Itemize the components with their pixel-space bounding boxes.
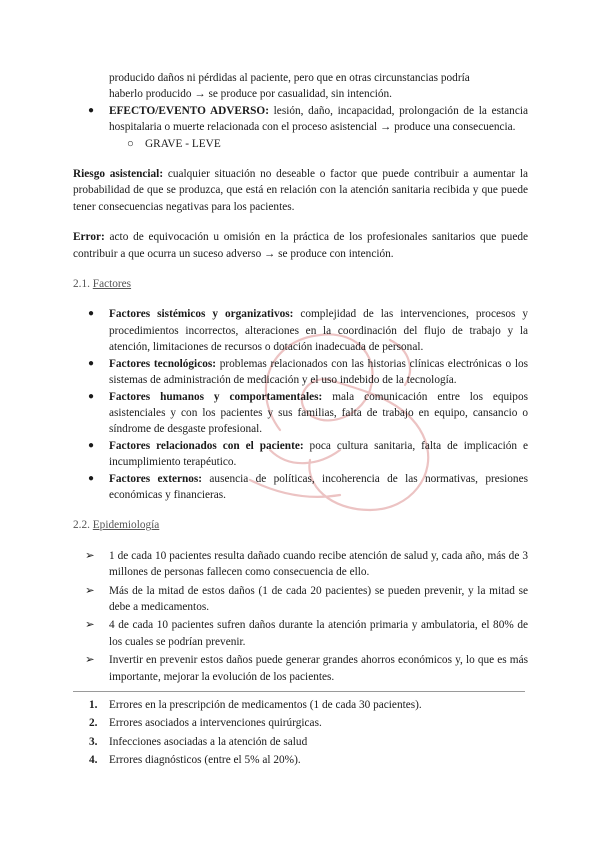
- factor-text: ausencia de políticas, incoherencia de las normativas, presiones económicas y financieras.: [109, 472, 528, 501]
- error-text: acto de equivocación u omisión en la práctica de los profesionales sanitarios que puede contribuir a que ocurra un suceso adverso → se produce con intención.: [73, 231, 528, 260]
- circle-bullet-icon: ○: [127, 137, 134, 150]
- list-item: [73, 652, 528, 685]
- section-title: Epidemiología: [92, 519, 160, 532]
- list-item: [73, 438, 528, 471]
- list-number: 3.: [89, 735, 98, 748]
- bullet-icon: ●: [88, 104, 95, 116]
- bullet-icon: ●: [88, 357, 95, 369]
- factores-list: [73, 306, 528, 503]
- efecto-term: EFECTO/EVENTO ADVERSO:: [109, 104, 269, 117]
- factor-term: Factores externos:: [109, 472, 203, 485]
- list-item: [73, 583, 528, 616]
- factor-text: poca cultura sanitaria, falta de implicación e incumplimiento terapéutico.: [109, 439, 529, 469]
- list-item: [73, 715, 528, 731]
- list-item: [73, 734, 528, 750]
- error-term: Error:: [73, 231, 105, 244]
- errores-list: [73, 697, 528, 769]
- list-item: [73, 471, 528, 504]
- list-number: 2.: [89, 717, 98, 730]
- list-item: [73, 389, 528, 438]
- riesgo-text: cualquier situación no deseable o factor que puede contribuir a aumentar la probabilidad de que se produzca, que está en relación con la atención sanitaria recibida y que puede tener consecuencias negativas para los pacientes.: [73, 168, 529, 213]
- epidemiologia-text: Invertir en prevenir estos daños puede generar grandes ahorros económicos y, lo que es más importante, mejorar la evolución de los pacientes.: [109, 654, 528, 683]
- section-heading-factores: [73, 276, 528, 292]
- arrow-bullet-icon: ➢: [85, 584, 95, 597]
- factor-text: mala comunicación entre los equipos asistenciales y con los pacientes y sus familias, falta de trabajo en equipo, cansancio o síndrome de desgaste profesional.: [109, 390, 529, 436]
- list-item: [73, 697, 528, 713]
- epidemiologia-text: 4 de cada 10 pacientes sufren daños durante la atención primaria y ambulatoria, el 80% de los cuales se podrían prevenir.: [109, 619, 528, 648]
- bullet-icon: ●: [88, 390, 95, 402]
- list-item: [73, 617, 528, 650]
- error-item-text: Errores diagnósticos (entre el 5% al 20%).: [109, 754, 301, 767]
- bullet-icon: ●: [88, 308, 95, 320]
- epidemiologia-text: Más de la mitad de estos daños (1 de cada 20 pacientes) se pueden prevenir, y la mitad se debe a medicamentos.: [109, 584, 528, 613]
- factor-term: Factores tecnológicos:: [109, 357, 217, 370]
- epidemiologia-text: 1 de cada 10 pacientes resulta dañado cuando recibe atención de salud y, cada año, más de 3 millones de personas fallecen como consecuencia de ello.: [109, 549, 528, 579]
- riesgo-term: Riesgo asistencial:: [73, 168, 164, 181]
- error-paragraph: [73, 229, 528, 262]
- error-item-text: Errores asociados a intervenciones quirúrgicas.: [109, 717, 322, 730]
- section-number: 2.2.: [73, 519, 90, 532]
- section-heading-epidemiologia: [73, 517, 528, 533]
- list-item: [73, 548, 528, 581]
- error-item-text: Errores en la prescripción de medicamentos (1 de cada 30 pacientes).: [109, 699, 422, 711]
- document-body: [73, 70, 528, 771]
- arrow-bullet-icon: ➢: [85, 654, 95, 667]
- factor-text: complejidad de las intervenciones, procesos y procedimientos incorrectos, alteraciones en la coordinación del flujo de trabajo y la atención, limitaciones de recursos o dotación inadecuada de personal.: [109, 308, 529, 354]
- continuation-line-2: haberlo producido → se produce por casualidad, sin intención.: [109, 88, 392, 101]
- list-number: 1.: [89, 699, 98, 711]
- factor-term: Factores sistémicos y organizativos:: [109, 308, 294, 321]
- epidemiologia-list: [73, 548, 528, 685]
- arrow-bullet-icon: ➢: [85, 549, 95, 562]
- bullet-icon: ●: [88, 439, 95, 451]
- error-item-text: Infecciones asociadas a la atención de salud: [109, 735, 308, 748]
- horizontal-divider: [73, 691, 525, 692]
- factor-term: Factores relacionados con el paciente:: [109, 439, 304, 452]
- bullet-icon: ●: [88, 472, 95, 484]
- efecto-adverso-item: [73, 103, 528, 136]
- list-item: [73, 356, 528, 389]
- list-number: 4.: [89, 754, 98, 767]
- arrow-bullet-icon: ➢: [85, 619, 95, 632]
- efecto-subitem: [73, 136, 528, 152]
- riesgo-paragraph: [73, 166, 528, 215]
- section-number: 2.1.: [73, 278, 90, 291]
- section-title: Factores: [92, 278, 132, 291]
- list-item: [73, 306, 528, 355]
- factor-text: problemas relacionados con las historias clínicas electrónicas o los sistemas de administración de medicación y el uso indebido de la tecnología.: [109, 357, 528, 387]
- list-item: [73, 752, 528, 768]
- factor-term: Factores humanos y comportamentales:: [109, 390, 323, 403]
- efecto-text: lesión, daño, incapacidad, prolongación de la estancia hospitalaria o muerte relacionada con el proceso asistencial → produce una consecuencia.: [109, 104, 528, 134]
- continuation-line-1: producido daños ni pérdidas al paciente, pero que en otras circunstancias podría: [109, 72, 470, 84]
- efecto-sub-text: GRAVE - LEVE: [145, 137, 221, 150]
